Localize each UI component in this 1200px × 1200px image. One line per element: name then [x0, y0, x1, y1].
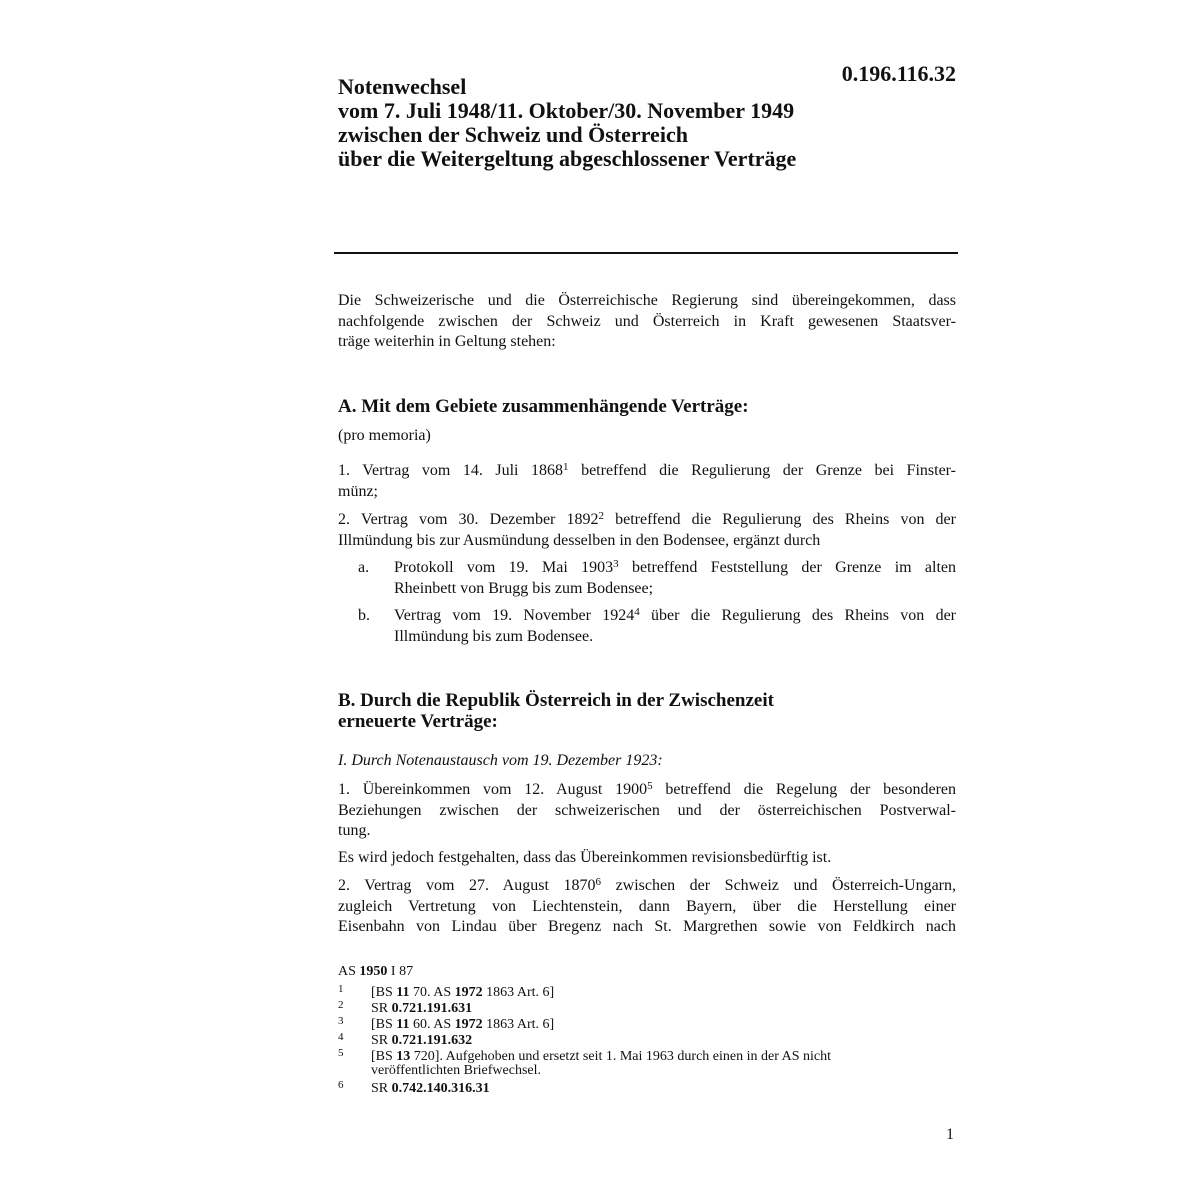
footnote-number: 6 [338, 1079, 344, 1091]
footnote-text-part: 1863 Art. 6] [482, 1017, 555, 1032]
section-a-heading [338, 396, 749, 417]
title-line: über die Weitergeltung abgeschlossener Verträge [338, 146, 797, 171]
item-text: betreffend die Regelung der besonderen [652, 781, 956, 798]
section-a-note: (pro memoria) [338, 427, 431, 444]
footnote-text-part: [BS [371, 1049, 397, 1064]
footnote-text-part: 720]. Aufgehoben und ersetzt seit 1. Mai 1963 durch einen in der AS nicht [410, 1049, 831, 1064]
title-divider [334, 252, 958, 254]
footnote-number: 1 [338, 983, 344, 995]
footnote-ref[interactable]: 6 [595, 876, 601, 888]
footnote-text-part: 70. AS [409, 985, 455, 1000]
intro-line: Die Schweizerische und die Österreichische Regierung sind übereingekommen, dass [338, 292, 956, 309]
item-line [338, 510, 956, 531]
footnote-text [371, 1082, 931, 1096]
item-line [338, 876, 956, 897]
footnote-text-part: 11 [396, 985, 410, 1000]
footnote-number: 5 [338, 1047, 344, 1059]
as-prefix: AS [338, 964, 360, 979]
footnote-text-part: 60. AS [409, 1017, 455, 1032]
section-a-item-1 [338, 461, 956, 502]
footnote-number: 3 [338, 1015, 344, 1027]
footnote-ref[interactable]: 3 [613, 558, 619, 570]
as-year: 1950 [359, 964, 388, 979]
item-text: Vertrag vom 19. November 1924 [394, 607, 635, 624]
sub-item-label: a. [358, 559, 370, 576]
footnote-text-part: 1972 [454, 985, 483, 1000]
footnote-text-part: SR [371, 1033, 392, 1048]
footnote-text [371, 1018, 931, 1032]
section-b-heading [338, 690, 774, 732]
footnote-number: 4 [338, 1031, 344, 1043]
item-text: betreffend Feststellung der Grenze im alten [618, 559, 957, 576]
footnote-text-part: SR [371, 1081, 392, 1096]
item-text: 1. Vertrag vom 14. Juli 1868 [338, 462, 564, 479]
document-title [338, 75, 938, 171]
footnote-text [371, 1002, 931, 1016]
footnote-ref[interactable]: 4 [634, 606, 640, 618]
section-b-heading-line: B. Durch die Republik Österreich in der Zwischenzeit [338, 690, 774, 711]
section-b-note: Es wird jedoch festgehalten, dass das Übereinkommen revisionsbedürftig ist. [338, 849, 832, 866]
footnote-text-part: 1972 [454, 1017, 483, 1032]
item-line: Rheinbett von Brugg bis zum Bodensee; [394, 579, 654, 597]
item-line: Beziehungen zwischen der schweizerischen und der österreichischen Postverwal- [338, 801, 956, 819]
section-b-subheading: I. Durch Notenaustausch vom 19. Dezember 1923: [338, 752, 663, 769]
sub-item-text [394, 606, 956, 647]
footnote-ref[interactable]: 1 [563, 461, 569, 473]
section-a-item-2 [338, 510, 956, 551]
footnote-text-part: 11 [396, 1017, 410, 1032]
item-line [394, 558, 956, 579]
item-line [394, 606, 956, 627]
footnote-text [371, 1034, 931, 1048]
sub-item-text [394, 558, 956, 599]
item-text: zwischen der Schweiz und Österreich-Ungarn, [600, 877, 956, 894]
item-line: Illmündung bis zum Bodensee. [394, 627, 594, 645]
section-b-heading-line: erneuerte Verträge: [338, 711, 498, 732]
intro-line: träge weiterhin in Geltung stehen: [338, 333, 556, 350]
footnote-text-part: 0.721.191.632 [391, 1033, 473, 1048]
footnote-text-line: veröffentlichten Briefwechsel. [371, 1063, 542, 1078]
item-line: tung. [338, 822, 371, 839]
footnote-text-part: [BS [371, 985, 397, 1000]
item-line: Illmündung bis zur Ausmündung desselben in den Bodensee, ergänzt durch [338, 531, 821, 549]
title-line: vom 7. Juli 1948/11. Oktober/30. November 1949 [338, 98, 795, 123]
as-rest: I 87 [387, 964, 414, 979]
footnote-text-part: 0.721.191.631 [391, 1001, 473, 1016]
footnote-ref[interactable]: 2 [598, 510, 604, 522]
footnote-text [371, 1050, 931, 1078]
section-a-heading-text: A. Mit dem Gebiete zusammenhängende Verträge: [338, 396, 749, 417]
title-line: zwischen der Schweiz und Österreich [338, 122, 688, 147]
footnote-text-part: [BS [371, 1017, 397, 1032]
footnote-ref[interactable]: 5 [647, 780, 653, 792]
item-text: betreffend die Regulierung der Grenze bei Finster- [568, 462, 957, 479]
item-text: 2. Vertrag vom 27. August 1870 [338, 877, 596, 894]
item-line: zugleich Vertretung von Liechtenstein, dann Bayern, über die Herstellung einer [338, 897, 956, 915]
sr-number: 0.196.116.32 [841, 61, 956, 86]
page-number: 1 [946, 1126, 954, 1143]
item-text: über die Regulierung des Rheins von der [639, 607, 957, 624]
intro-paragraph [338, 291, 956, 353]
as-reference [338, 964, 938, 980]
section-b-item-2 [338, 876, 956, 938]
title-line: Notenwechsel [338, 74, 467, 99]
footnote-number: 2 [338, 999, 344, 1011]
item-text: Protokoll vom 19. Mai 1903 [394, 559, 614, 576]
item-line [338, 461, 956, 482]
item-text: betreffend die Regulierung des Rheins von der [603, 511, 956, 528]
footnote-text-part: 1863 Art. 6] [482, 985, 555, 1000]
footnote-text-part: 13 [396, 1049, 411, 1064]
footnote-text-part: SR [371, 1001, 392, 1016]
item-line: münz; [338, 482, 378, 500]
item-line: Eisenbahn von Lindau über Bregenz nach St. Margrethen sowie von Feldkirch nach [338, 918, 956, 935]
footnote-text-part: 0.742.140.316.31 [391, 1081, 490, 1096]
section-b-item-1 [338, 780, 956, 842]
item-text: 2. Vertrag vom 30. Dezember 1892 [338, 511, 599, 528]
item-text: 1. Übereinkommen vom 12. August 1900 [338, 781, 648, 798]
sub-item-label: b. [358, 607, 370, 624]
footnote-text [371, 986, 931, 1000]
item-line [338, 780, 956, 801]
intro-line: nachfolgende zwischen der Schweiz und Österreich in Kraft gewesenen Staatsver- [338, 312, 956, 330]
